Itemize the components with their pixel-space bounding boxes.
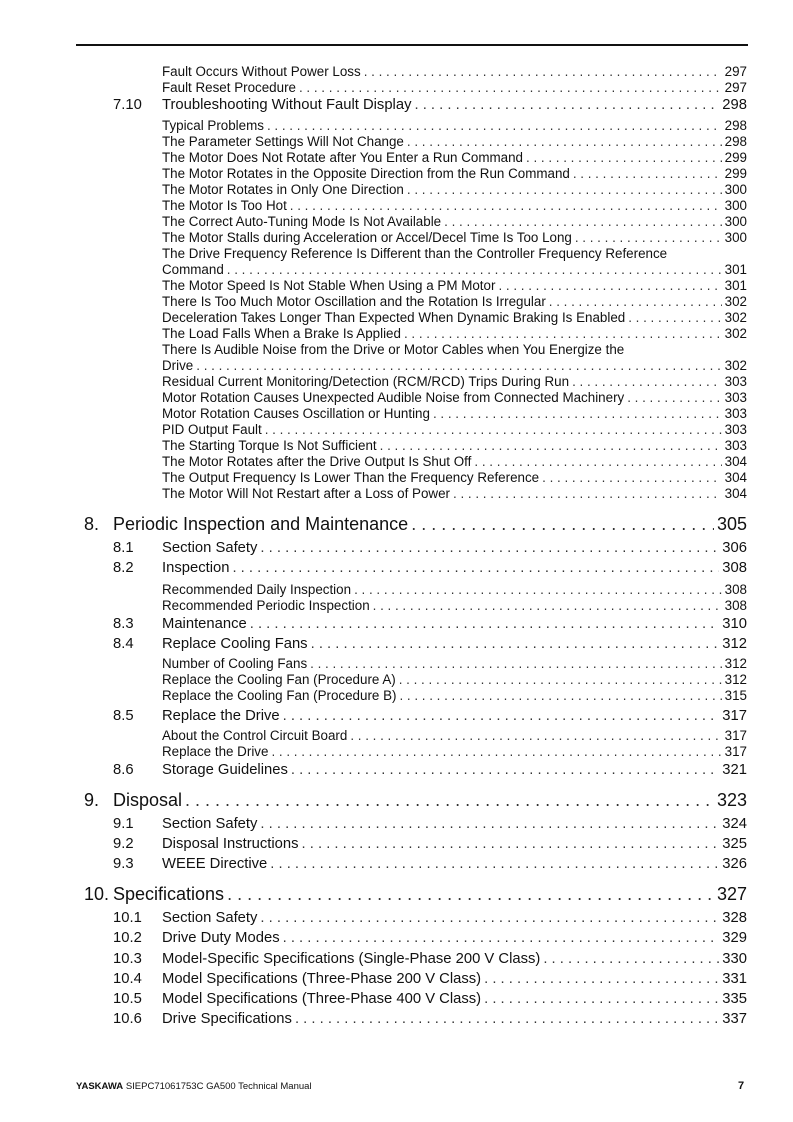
toc-entry-title: Model Specifications (Three-Phase 400 V Class) bbox=[162, 991, 482, 1007]
dot-leader bbox=[627, 390, 721, 405]
dot-leader bbox=[474, 454, 721, 469]
toc-section[interactable] bbox=[162, 991, 747, 1007]
toc-entry-number: 10.3 bbox=[113, 951, 142, 967]
toc-entry-page: 303 bbox=[724, 390, 747, 405]
dot-leader bbox=[444, 214, 722, 229]
toc-entry-page: 303 bbox=[724, 422, 747, 437]
toc-entry-title: Inspection bbox=[162, 560, 230, 576]
toc-entry-page: 302 bbox=[724, 326, 747, 341]
toc-entry-title: Number of Cooling Fans bbox=[162, 656, 308, 671]
toc-entry-page: 308 bbox=[724, 582, 747, 597]
toc-entry-title: Motor Rotation Causes Oscillation or Hunting bbox=[162, 406, 430, 421]
toc-entry-page: 300 bbox=[724, 182, 747, 197]
toc-entry-number: 10.1 bbox=[113, 910, 142, 926]
toc-entry-title: The Motor Rotates after the Drive Output Is Shut Off bbox=[162, 454, 472, 469]
toc-subsection[interactable] bbox=[162, 582, 747, 597]
toc-subsection[interactable] bbox=[162, 150, 747, 165]
toc-entry-page: 298 bbox=[724, 118, 747, 133]
toc-subsection[interactable] bbox=[162, 406, 747, 421]
toc-entry-title: Deceleration Takes Longer Than Expected When Dynamic Braking Is Enabled bbox=[162, 310, 626, 325]
toc-section[interactable] bbox=[162, 762, 747, 778]
toc-entry-number: 10.5 bbox=[113, 991, 142, 1007]
dot-leader bbox=[350, 728, 721, 743]
dot-leader bbox=[543, 951, 719, 967]
toc-section[interactable] bbox=[162, 856, 747, 872]
toc-entry-title: WEEE Directive bbox=[162, 856, 268, 872]
dot-leader bbox=[185, 790, 714, 811]
toc-entry-number: 9.2 bbox=[113, 836, 134, 852]
toc-entry-page: 297 bbox=[724, 80, 747, 95]
toc-entry-page: 325 bbox=[722, 836, 747, 852]
dot-leader bbox=[302, 836, 720, 852]
toc-entry-page: 299 bbox=[724, 150, 747, 165]
toc-entry-page: 317 bbox=[724, 744, 747, 759]
dot-leader bbox=[542, 470, 722, 485]
dot-leader bbox=[265, 422, 722, 437]
toc-entry-title: Drive Specifications bbox=[162, 1011, 292, 1027]
toc-subsection[interactable] bbox=[162, 728, 747, 743]
footer-brand: YASKAWA bbox=[76, 1081, 124, 1092]
toc-section[interactable] bbox=[162, 930, 747, 946]
toc-entry-page: 324 bbox=[722, 816, 747, 832]
toc-entry-title: The Motor Will Not Restart after a Loss of Power bbox=[162, 486, 450, 501]
toc-entry-title: Maintenance bbox=[162, 616, 247, 632]
dot-leader bbox=[283, 708, 720, 724]
dot-leader bbox=[227, 884, 714, 905]
toc-entry-title: About the Control Circuit Board bbox=[162, 728, 348, 743]
toc-section[interactable] bbox=[162, 816, 747, 832]
toc-entry-page: 308 bbox=[722, 560, 747, 576]
dot-leader bbox=[290, 198, 722, 213]
dot-leader bbox=[484, 971, 719, 987]
dot-leader bbox=[572, 374, 722, 389]
toc-entry-page: 308 bbox=[724, 598, 747, 613]
toc-subsection[interactable] bbox=[162, 358, 747, 373]
toc-entry-title: Section Safety bbox=[162, 816, 258, 832]
toc-entry-lead-in: There Is Audible Noise from the Drive or Motor Cables when You Energize the bbox=[162, 342, 625, 357]
toc-entry-number: 8.4 bbox=[113, 636, 134, 652]
toc-subsection[interactable] bbox=[162, 422, 747, 437]
toc-subsection[interactable] bbox=[162, 80, 747, 95]
toc-subsection[interactable] bbox=[162, 688, 747, 703]
dot-leader bbox=[196, 358, 721, 373]
toc-entry-title: The Motor Is Too Hot bbox=[162, 198, 287, 213]
toc-entry-page: 304 bbox=[724, 454, 747, 469]
dot-leader bbox=[399, 672, 722, 687]
toc-entry-number: 9. bbox=[84, 790, 100, 810]
toc-entry-title: The Load Falls When a Brake Is Applied bbox=[162, 326, 401, 341]
toc-entry-title: Fault Reset Procedure bbox=[162, 80, 296, 95]
toc-subsection[interactable] bbox=[162, 118, 747, 133]
toc-section[interactable] bbox=[162, 97, 747, 113]
toc-entry-page: 317 bbox=[722, 708, 747, 724]
toc-entry-page: 335 bbox=[722, 991, 747, 1007]
toc-entry-title: Drive bbox=[162, 358, 194, 373]
dot-leader bbox=[399, 688, 721, 703]
toc-entry-number: 10.4 bbox=[113, 971, 142, 987]
toc-section[interactable] bbox=[162, 540, 747, 556]
toc-entry-page: 327 bbox=[716, 884, 747, 904]
toc-section[interactable] bbox=[162, 636, 747, 652]
toc-entry-title: Specifications bbox=[113, 884, 225, 904]
toc-entry-number: 9.1 bbox=[113, 816, 134, 832]
toc-subsection[interactable] bbox=[162, 598, 747, 613]
toc-subsection[interactable] bbox=[162, 182, 747, 197]
dot-leader bbox=[453, 486, 722, 501]
toc-entry-page: 312 bbox=[724, 672, 747, 687]
toc-subsection[interactable] bbox=[162, 470, 747, 485]
toc-entry-title: The Output Frequency Is Lower Than the Frequency Reference bbox=[162, 470, 540, 485]
toc-entry-title: The Motor Stalls during Acceleration or Accel/Decel Time Is Too Long bbox=[162, 230, 572, 245]
toc-entry-page: 317 bbox=[724, 728, 747, 743]
toc-subsection[interactable] bbox=[162, 672, 747, 687]
toc-subsection[interactable] bbox=[162, 374, 747, 389]
footer-doc-id: SIEPC71061753C GA500 Technical Manual bbox=[125, 1081, 312, 1092]
toc-entry-title: Replace the Drive bbox=[162, 708, 280, 724]
toc-entry-page: 300 bbox=[724, 198, 747, 213]
toc-subsection[interactable] bbox=[162, 390, 747, 405]
toc-section[interactable] bbox=[162, 560, 747, 576]
toc-entry-page: 302 bbox=[724, 358, 747, 373]
toc-entry-page: 330 bbox=[722, 951, 747, 967]
toc-chapter[interactable] bbox=[113, 884, 747, 905]
toc-entry-number: 10. bbox=[84, 884, 110, 904]
toc-entry-title: Recommended Daily Inspection bbox=[162, 582, 352, 597]
toc-entry-number: 8.2 bbox=[113, 560, 134, 576]
toc-entry-title: PID Output Fault bbox=[162, 422, 262, 437]
toc-entry-title: The Correct Auto-Tuning Mode Is Not Available bbox=[162, 214, 442, 229]
toc-entry-page: 328 bbox=[722, 910, 747, 926]
dot-leader bbox=[407, 134, 722, 149]
toc-entry-page: 323 bbox=[716, 790, 747, 810]
toc-entry-title: Recommended Periodic Inspection bbox=[162, 598, 370, 613]
toc-chapter[interactable] bbox=[113, 514, 747, 535]
toc-entry-page: 298 bbox=[724, 134, 747, 149]
toc-entry-title: Section Safety bbox=[162, 910, 258, 926]
toc-entry-title: Drive Duty Modes bbox=[162, 930, 280, 946]
toc-entry-title: The Motor Speed Is Not Stable When Using a PM Motor bbox=[162, 278, 496, 293]
dot-leader bbox=[260, 816, 719, 832]
toc-entry-page: 312 bbox=[722, 636, 747, 652]
toc-entry-title: Section Safety bbox=[162, 540, 258, 556]
toc-entry-number: 10.2 bbox=[113, 930, 142, 946]
toc-entry-page: 303 bbox=[724, 438, 747, 453]
toc-section[interactable] bbox=[162, 910, 747, 926]
toc-entry-page: 331 bbox=[722, 971, 747, 987]
dot-leader bbox=[354, 582, 722, 597]
toc-subsection[interactable] bbox=[162, 326, 747, 341]
toc-subsection[interactable] bbox=[162, 486, 747, 501]
toc-subsection[interactable] bbox=[162, 134, 747, 149]
dot-leader bbox=[310, 656, 722, 671]
toc-entry-title: Typical Problems bbox=[162, 118, 264, 133]
toc-entry-title: Replace the Drive bbox=[162, 744, 269, 759]
footer-page-number: 7 bbox=[738, 1080, 745, 1092]
toc-entry-title: Residual Current Monitoring/Detection (RCM/RCD) Trips During Run bbox=[162, 374, 570, 389]
toc-entry-title: The Motor Rotates in the Opposite Direction from the Run Command bbox=[162, 166, 570, 181]
dot-leader bbox=[295, 1011, 719, 1027]
toc-subsection[interactable] bbox=[162, 278, 747, 293]
dot-leader bbox=[549, 294, 722, 309]
dot-leader bbox=[407, 182, 722, 197]
dot-leader bbox=[498, 278, 721, 293]
dot-leader bbox=[250, 616, 720, 632]
toc-section[interactable] bbox=[162, 616, 747, 632]
toc-entry-title: The Motor Does Not Rotate after You Enter a Run Command bbox=[162, 150, 523, 165]
toc-entry-title: Fault Occurs Without Power Loss bbox=[162, 64, 361, 79]
toc-section[interactable] bbox=[162, 951, 747, 967]
toc-subsection[interactable] bbox=[162, 294, 747, 309]
toc-entry-page: 301 bbox=[724, 262, 747, 277]
toc-chapter[interactable] bbox=[113, 790, 747, 811]
toc-entry-page: 302 bbox=[724, 294, 747, 309]
toc-entry-page: 304 bbox=[724, 470, 747, 485]
toc-entry-page: 329 bbox=[722, 930, 747, 946]
dot-leader bbox=[628, 310, 721, 325]
toc-section[interactable] bbox=[162, 708, 747, 724]
toc-subsection[interactable] bbox=[162, 438, 747, 453]
toc-entry-page: 337 bbox=[722, 1011, 747, 1027]
dot-leader bbox=[364, 64, 722, 79]
toc-entry-page: 305 bbox=[716, 514, 747, 534]
toc-subsection[interactable] bbox=[162, 230, 747, 245]
toc-entry-page: 326 bbox=[722, 856, 747, 872]
toc-entry-number: 8.3 bbox=[113, 616, 134, 632]
dot-leader bbox=[526, 150, 722, 165]
toc-entry-number: 8. bbox=[84, 514, 100, 534]
toc-entry-title: Replace the Cooling Fan (Procedure A) bbox=[162, 672, 396, 687]
dot-leader bbox=[299, 80, 722, 95]
toc-subsection[interactable] bbox=[162, 454, 747, 469]
toc-subsection[interactable] bbox=[162, 166, 747, 181]
dot-leader bbox=[267, 118, 722, 133]
dot-leader bbox=[575, 230, 722, 245]
toc-entry-page: 297 bbox=[724, 64, 747, 79]
dot-leader bbox=[373, 598, 722, 613]
footer-document-title bbox=[76, 1081, 312, 1092]
toc-section[interactable] bbox=[162, 971, 747, 987]
toc-entry-title: There Is Too Much Motor Oscillation and the Rotation Is Irregular bbox=[162, 294, 546, 309]
toc-entry-page: 321 bbox=[722, 762, 747, 778]
toc-entry-title: Command bbox=[162, 262, 224, 277]
toc-entry-page: 300 bbox=[724, 214, 747, 229]
toc-entry-page: 298 bbox=[722, 97, 747, 113]
dot-leader bbox=[484, 991, 719, 1007]
dot-leader bbox=[573, 166, 722, 181]
toc-entry-page: 303 bbox=[724, 406, 747, 421]
toc-subsection[interactable] bbox=[162, 656, 747, 671]
toc-entry-title: Replace the Cooling Fan (Procedure B) bbox=[162, 688, 397, 703]
toc-entry-title: Replace Cooling Fans bbox=[162, 636, 308, 652]
toc-entry-page: 304 bbox=[724, 486, 747, 501]
toc-entry-page: 300 bbox=[724, 230, 747, 245]
toc-entry-number: 7.10 bbox=[113, 97, 142, 113]
dot-leader bbox=[232, 560, 719, 576]
toc-entry-lead-in: The Drive Frequency Reference Is Different than the Controller Frequency Reference bbox=[162, 246, 668, 261]
toc-entry-title: Motor Rotation Causes Unexpected Audible Noise from Connected Machinery bbox=[162, 390, 625, 405]
dot-leader bbox=[414, 97, 719, 113]
toc-entry-page: 310 bbox=[722, 616, 747, 632]
toc-subsection[interactable] bbox=[162, 198, 747, 213]
dot-leader bbox=[270, 856, 719, 872]
toc-entry-page: 312 bbox=[724, 656, 747, 671]
toc-entry-title: Storage Guidelines bbox=[162, 762, 288, 778]
toc-entry-title: Periodic Inspection and Maintenance bbox=[113, 514, 409, 534]
dot-leader bbox=[260, 910, 719, 926]
toc-entry-number: 8.5 bbox=[113, 708, 134, 724]
toc-entry-title: The Motor Rotates in Only One Direction bbox=[162, 182, 404, 197]
toc-entry-number: 8.1 bbox=[113, 540, 134, 556]
toc-entry-number: 8.6 bbox=[113, 762, 134, 778]
toc-entry-number: 9.3 bbox=[113, 856, 134, 872]
toc-subsection[interactable] bbox=[162, 214, 747, 229]
toc-entry-title: The Starting Torque Is Not Sufficient bbox=[162, 438, 377, 453]
dot-leader bbox=[380, 438, 722, 453]
dot-leader bbox=[260, 540, 719, 556]
toc-section[interactable] bbox=[162, 1011, 747, 1027]
toc-entry-page: 301 bbox=[724, 278, 747, 293]
dot-leader bbox=[271, 744, 721, 759]
toc-entry-page: 302 bbox=[724, 310, 747, 325]
toc-subsection[interactable] bbox=[162, 262, 747, 277]
toc-entry-page: 306 bbox=[722, 540, 747, 556]
dot-leader bbox=[404, 326, 722, 341]
toc-entry-title: The Parameter Settings Will Not Change bbox=[162, 134, 404, 149]
toc-entry-title: Troubleshooting Without Fault Display bbox=[162, 97, 412, 113]
toc-entry-title: Model-Specific Specifications (Single-Phase 200 V Class) bbox=[162, 951, 541, 967]
dot-leader bbox=[311, 636, 720, 652]
toc-section[interactable] bbox=[162, 836, 747, 852]
dot-leader bbox=[433, 406, 722, 421]
dot-leader bbox=[291, 762, 719, 778]
toc-subsection[interactable] bbox=[162, 744, 747, 759]
toc-subsection[interactable] bbox=[162, 310, 747, 325]
toc-entry-title: Model Specifications (Three-Phase 200 V Class) bbox=[162, 971, 482, 987]
toc-entry-number: 10.6 bbox=[113, 1011, 142, 1027]
toc-entry-title: Disposal Instructions bbox=[162, 836, 299, 852]
toc-entry-page: 299 bbox=[724, 166, 747, 181]
dot-leader bbox=[411, 514, 714, 535]
toc-subsection[interactable] bbox=[162, 64, 747, 79]
dot-leader bbox=[227, 262, 722, 277]
toc-entry-page: 315 bbox=[724, 688, 747, 703]
toc-entry-title: Disposal bbox=[113, 790, 183, 810]
toc-entry-page: 303 bbox=[724, 374, 747, 389]
dot-leader bbox=[283, 930, 720, 946]
